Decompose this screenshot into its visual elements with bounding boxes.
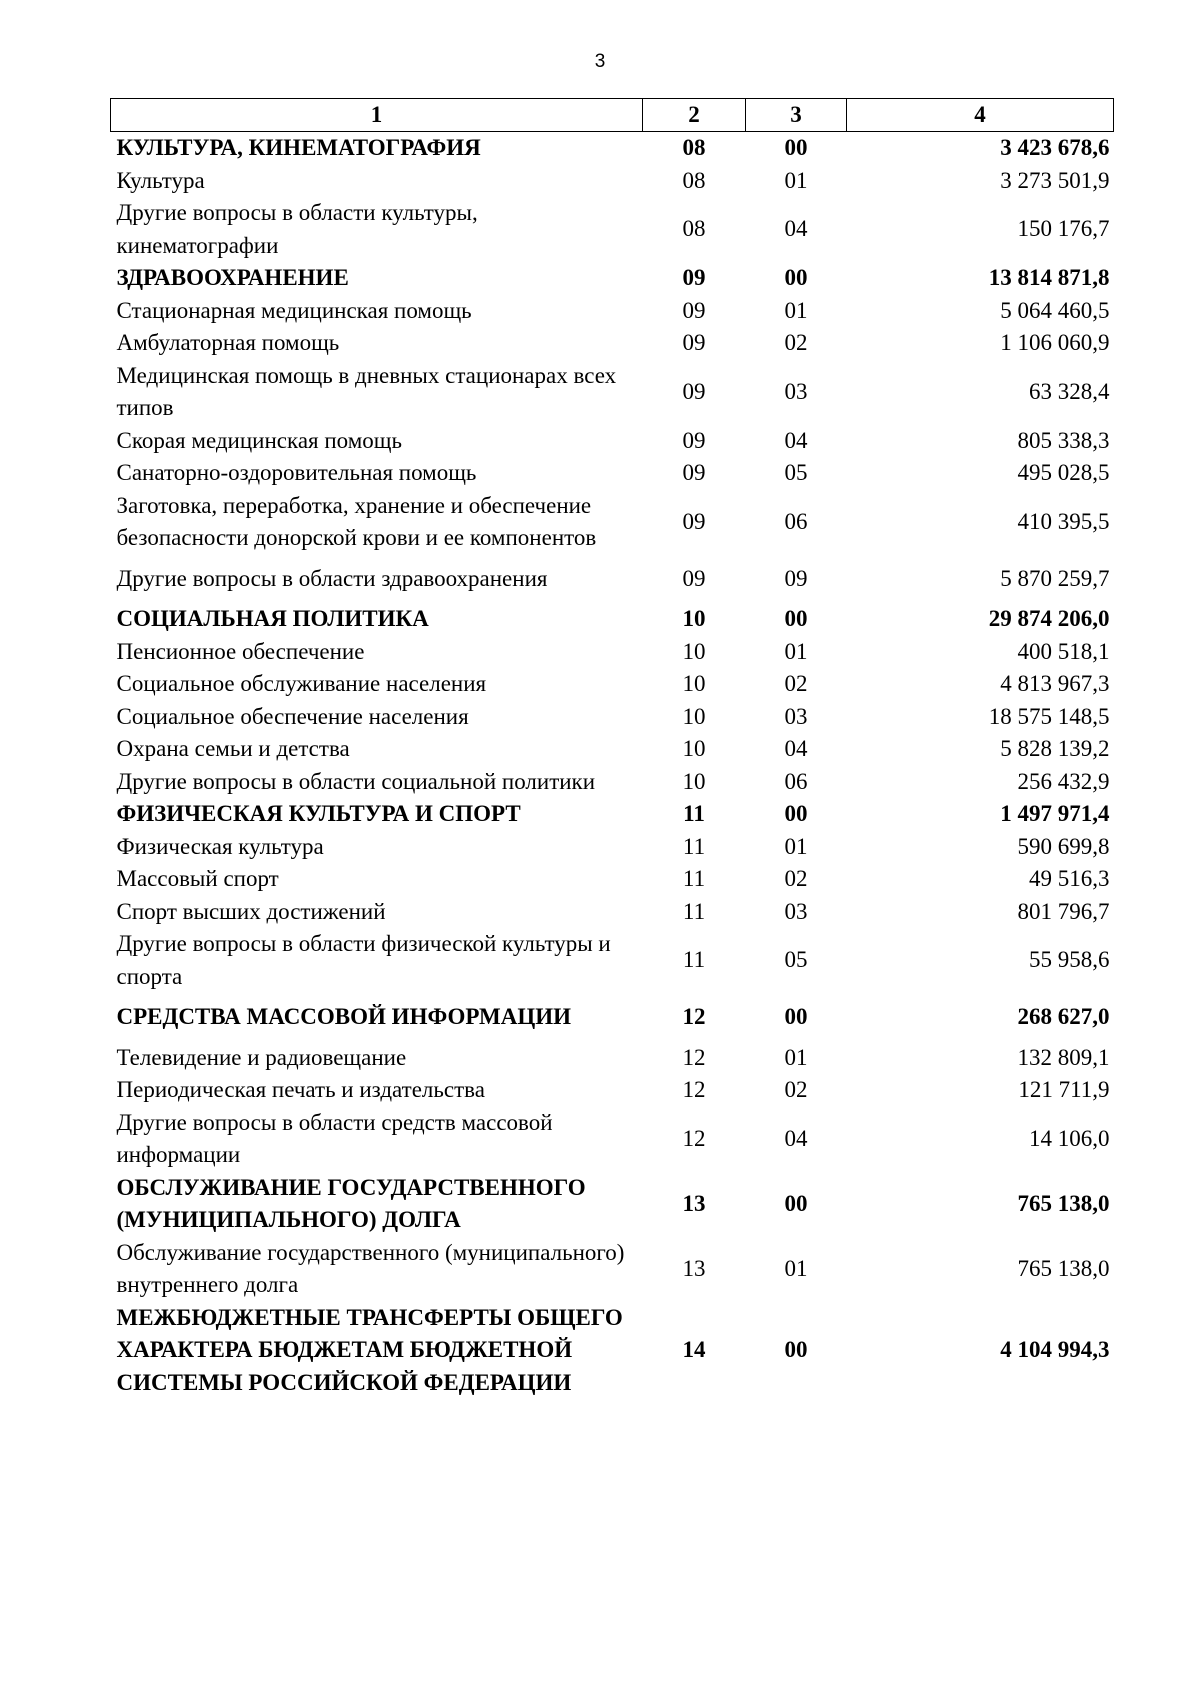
table-row [111,701,1114,734]
row-subsection-code: 02 [784,866,808,891]
row-subsection-code: 02 [784,671,808,696]
row-amount: 410 395,5 [1017,508,1110,534]
row-section-code: 12 [682,1044,706,1070]
row-amount: 805 338,3 [1017,427,1110,453]
row-name: Социальное обеспечение населения [116,703,469,729]
table-row [111,928,1114,993]
row-amount: 55 958,6 [1029,947,1110,973]
row-name: МЕЖБЮДЖЕТНЫЕ ТРАНСФЕРТЫ ОБЩЕГО ХАРАКТЕРА БЮДЖЕТАМ БЮДЖЕТНОЙ СИСТЕМЫ РОССИЙСКОЙ ФЕДЕРАЦИИ [116,1304,623,1395]
table-row [111,1237,1114,1302]
row-name: Медицинская помощь в дневных стационарах всех типов [116,362,617,420]
row-section-code: 09 [682,565,706,591]
section-row [111,603,1114,636]
row-amount: 14 106,0 [1029,1125,1110,1151]
row-section-code: 09 [682,297,706,323]
table-row [111,1074,1114,1107]
row-name: КУЛЬТУРА, КИНЕМАТОГРАФИЯ [116,135,481,160]
row-section-code: 10 [682,638,706,664]
row-section-code: 08 [682,216,706,242]
row-amount: 495 028,5 [1017,460,1110,485]
row-section-code: 12 [682,1077,706,1102]
row-name: Стационарная медицинская помощь [116,297,472,323]
row-amount: 590 699,8 [1017,833,1110,859]
row-section-code: 10 [682,736,706,761]
row-section-code: 10 [682,606,706,631]
row-amount: 256 432,9 [1017,768,1110,794]
row-subsection-code: 00 [784,265,808,290]
table-row [111,831,1114,864]
section-row [111,993,1114,1042]
row-subsection-code: 00 [784,1337,808,1362]
row-subsection-code: 06 [784,508,808,534]
row-subsection-code: 04 [784,216,808,242]
table-row [111,490,1114,555]
table-row [111,766,1114,799]
row-name: Амбулаторная помощь [116,330,340,355]
row-subsection-code: 00 [784,135,808,160]
row-subsection-code: 04 [784,427,808,453]
row-amount: 765 138,0 [1017,1255,1110,1281]
row-name: Телевидение и радиовещание [116,1044,407,1070]
row-section-code: 09 [682,460,706,485]
row-amount: 3 423 678,6 [1000,135,1110,160]
row-subsection-code: 04 [784,1125,808,1151]
section-row [111,1172,1114,1237]
table-row [111,896,1114,929]
row-name: Спорт высших достижений [116,898,386,924]
row-subsection-code: 01 [784,167,808,193]
table-row [111,425,1114,458]
row-subsection-code: 01 [784,1044,808,1070]
row-amount: 121 711,9 [1018,1077,1110,1102]
row-name: Пенсионное обеспечение [116,638,365,664]
row-amount: 765 138,0 [1017,1190,1110,1216]
row-amount: 3 273 501,9 [1000,167,1110,193]
header-row [111,99,1114,132]
row-name: ОБСЛУЖИВАНИЕ ГОСУДАРСТВЕННОГО (МУНИЦИПАЛЬНОГО) ДОЛГА [116,1174,586,1232]
row-name: Культура [116,167,205,193]
row-name: СРЕДСТВА МАССОВОЙ ИНФОРМАЦИИ [116,1004,571,1029]
row-subsection-code: 05 [784,460,808,485]
row-section-code: 12 [682,1125,706,1151]
row-amount: 132 809,1 [1017,1044,1110,1070]
table-row [111,165,1114,198]
row-section-code: 09 [682,330,706,355]
section-row [111,132,1114,165]
row-name: Массовый спорт [116,866,279,891]
row-name: Социальное обслуживание населения [116,671,487,696]
row-amount: 1 497 971,4 [1000,801,1110,826]
row-subsection-code: 09 [784,565,808,591]
row-subsection-code: 00 [784,801,808,826]
row-amount: 4 104 994,3 [1000,1337,1110,1362]
row-name: Другие вопросы в области средств массовой информации [116,1109,553,1167]
row-amount: 400 518,1 [1017,638,1110,664]
row-amount: 49 516,3 [1029,866,1110,891]
row-name: СОЦИАЛЬНАЯ ПОЛИТИКА [116,606,429,631]
row-name: Скорая медицинская помощь [116,427,402,453]
row-name: Физическая культура [116,833,324,859]
row-section-code: 09 [682,508,706,534]
row-amount: 63 328,4 [1029,378,1110,404]
table-row [111,668,1114,701]
row-name: Другие вопросы в области здравоохранения [116,565,548,591]
row-amount: 5 828 139,2 [1000,736,1110,761]
row-section-code: 11 [682,898,706,924]
row-amount: 150 176,7 [1017,216,1110,242]
row-amount: 4 813 967,3 [1000,671,1110,696]
row-section-code: 11 [682,947,706,973]
row-subsection-code: 01 [784,297,808,323]
row-name: Санаторно-оздоровительная помощь [116,460,477,485]
table-row [111,1107,1114,1172]
row-amount: 268 627,0 [1017,1004,1110,1029]
table-row [111,733,1114,766]
header-col-2: 2 [643,99,746,132]
row-name: Другие вопросы в области культуры, кинематографии [116,200,478,258]
table-row [111,295,1114,328]
row-section-code: 11 [682,866,706,891]
row-subsection-code: 00 [784,1004,808,1029]
budget-table [110,98,1114,1399]
row-section-code: 09 [682,378,706,404]
row-subsection-code: 02 [784,330,808,355]
row-amount: 5 870 259,7 [1000,565,1110,591]
section-row [111,1302,1114,1400]
row-section-code: 08 [682,135,706,160]
row-section-code: 09 [682,265,706,290]
row-name: ФИЗИЧЕСКАЯ КУЛЬТУРА И СПОРТ [116,801,521,826]
row-subsection-code: 00 [784,1190,808,1216]
section-row [111,798,1114,831]
row-amount: 5 064 460,5 [1000,297,1110,323]
row-name: Другие вопросы в области социальной политики [116,768,596,794]
row-amount: 13 814 871,8 [988,265,1110,290]
row-subsection-code: 03 [784,703,808,729]
header-col-4: 4 [847,99,1114,132]
row-subsection-code: 02 [784,1077,808,1102]
table-row [111,457,1114,490]
row-name: Охрана семьи и детства [116,736,350,761]
row-section-code: 11 [682,833,706,859]
row-name: Заготовка, переработка, хранение и обеспечение безопасности донорской крови и ее компонентов [116,492,597,550]
row-section-code: 13 [682,1190,706,1216]
section-row [111,262,1114,295]
row-subsection-code: 01 [784,638,808,664]
row-subsection-code: 05 [784,947,808,973]
table-row [111,863,1114,896]
row-subsection-code: 01 [784,1255,808,1281]
table-row [111,327,1114,360]
table-row [111,555,1114,604]
row-subsection-code: 06 [784,768,808,794]
row-section-code: 11 [683,801,705,826]
row-amount: 1 106 060,9 [1000,330,1110,355]
row-subsection-code: 03 [784,898,808,924]
header-col-3: 3 [746,99,847,132]
row-section-code: 14 [682,1337,706,1362]
row-subsection-code: 03 [784,378,808,404]
row-amount: 29 874 206,0 [988,606,1110,631]
table-row [111,360,1114,425]
row-section-code: 10 [682,671,706,696]
row-subsection-code: 01 [784,833,808,859]
table-body [111,132,1114,1400]
row-section-code: 09 [682,427,706,453]
table-row [111,197,1114,262]
page-number: 3 [594,51,606,72]
row-section-code: 08 [682,167,706,193]
row-subsection-code: 04 [784,736,808,761]
table-row [111,1042,1114,1075]
row-name: Другие вопросы в области физической культуры и спорта [116,931,611,989]
row-section-code: 10 [682,703,706,729]
row-section-code: 13 [682,1255,706,1281]
row-subsection-code: 00 [784,606,808,631]
header-col-1: 1 [111,99,643,132]
table-row [111,636,1114,669]
row-name: Обслуживание государственного (муниципального) внутреннего долга [116,1239,625,1297]
table-header [111,99,1114,132]
row-name: ЗДРАВООХРАНЕНИЕ [116,265,349,290]
row-amount: 801 796,7 [1017,898,1110,924]
row-section-code: 12 [682,1004,706,1029]
row-section-code: 10 [682,768,706,794]
row-amount: 18 575 148,5 [988,703,1110,729]
row-name: Периодическая печать и издательства [116,1077,485,1102]
